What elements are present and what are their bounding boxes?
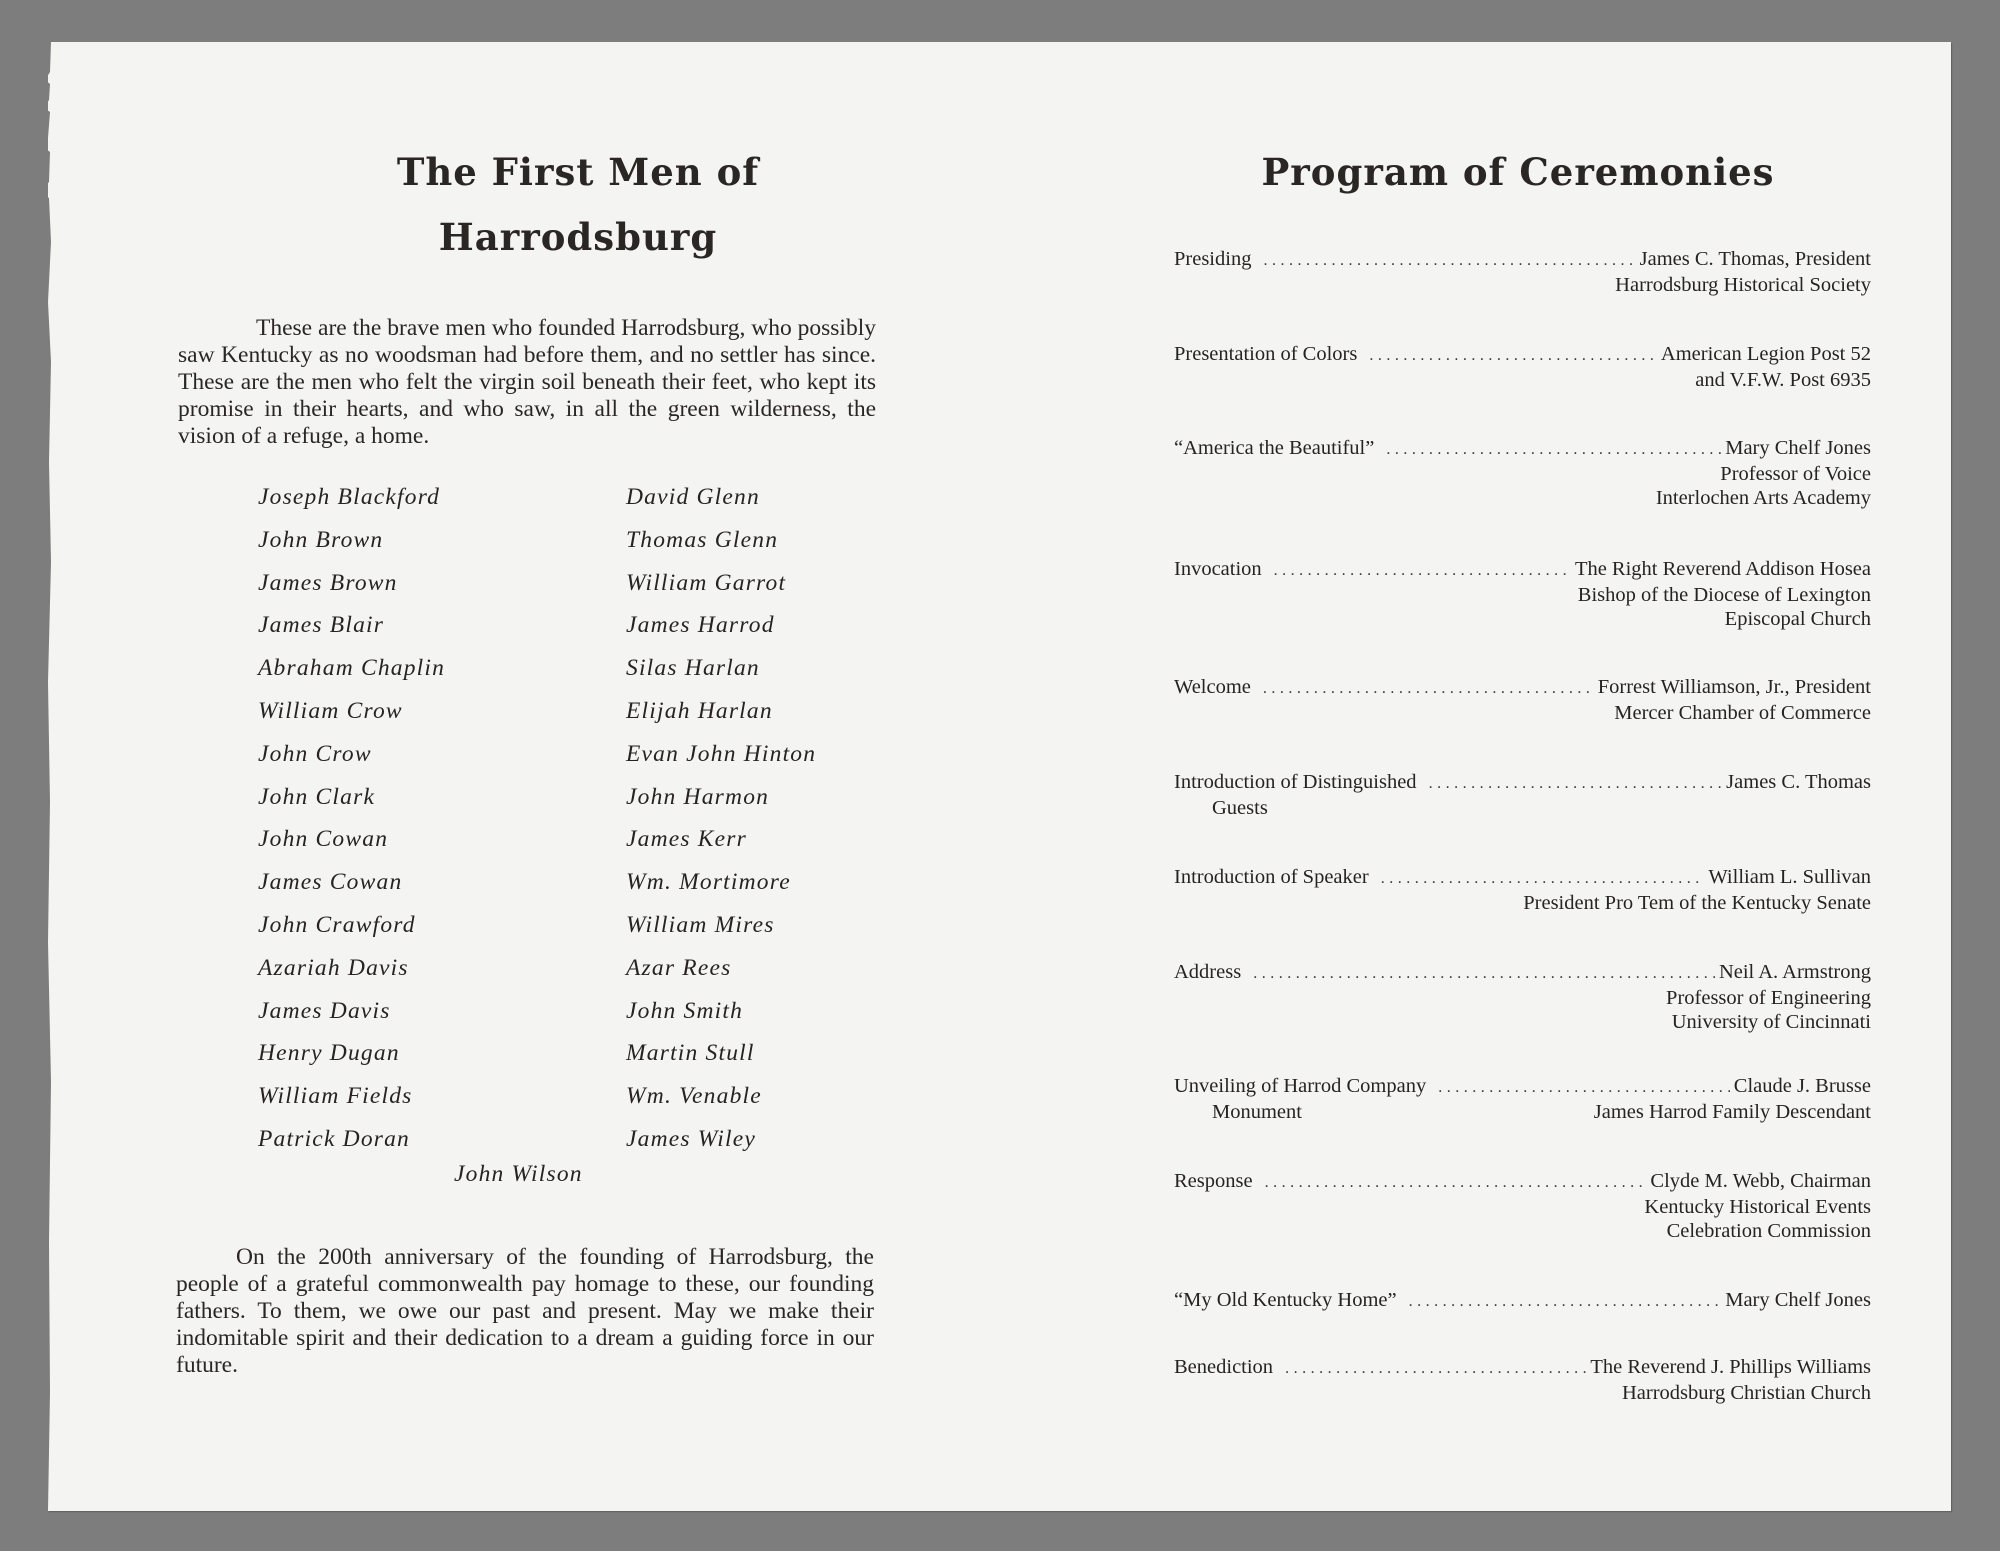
program-item-line [1174, 1169, 1871, 1195]
founder-name: Azar Rees [626, 954, 732, 981]
founder-name: Thomas Glenn [626, 526, 779, 553]
program-item-participant: James C. Thomas, President [1639, 248, 1871, 270]
founder-name: William Fields [258, 1083, 413, 1110]
program-item [1174, 1288, 1871, 1314]
program-item-detail: Bishop of the Diocese of Lexington [1577, 584, 1871, 606]
founder-name: James Cowan [258, 869, 403, 896]
right-page-title: Program of Ceremonies [1261, 150, 1775, 194]
program-item-line [1174, 865, 1871, 891]
program-item-label-continued: Monument [1212, 1101, 1302, 1123]
program-item-participant: Mary Chelf Jones [1725, 437, 1871, 459]
program-item [1174, 436, 1871, 510]
program-item-participant: The Reverend J. Phillips Williams [1590, 1356, 1871, 1378]
program-item-line [1174, 675, 1871, 701]
founder-name: John Cowan [258, 826, 389, 853]
program-item-label: Introduction of Speaker [1174, 866, 1369, 888]
program-item-line [1174, 1074, 1871, 1100]
founder-name: Evan John Hinton [626, 740, 817, 767]
program-item-detail: Mercer Chamber of Commerce [1614, 702, 1871, 724]
founder-name: James Davis [258, 997, 391, 1024]
program-item-label: Benediction [1174, 1356, 1274, 1378]
dot-leader [1253, 962, 1715, 986]
program-item-label: “My Old Kentucky Home” [1174, 1289, 1397, 1311]
founder-name: Henry Dugan [258, 1040, 400, 1067]
program-item-label-continued: Guests [1212, 797, 1268, 819]
dot-leader [1265, 1171, 1647, 1195]
program-item [1174, 865, 1871, 915]
program-item-line [1174, 247, 1871, 273]
program-item-label: Presentation of Colors [1174, 343, 1358, 365]
program-item-label: Presiding [1174, 248, 1252, 270]
program-item [1174, 675, 1871, 725]
founder-name: Elijah Harlan [626, 697, 773, 724]
program-item [1174, 960, 1871, 1034]
title-line-1: The First Men of [396, 150, 760, 194]
dot-leader [1274, 559, 1571, 583]
program-item [1174, 1355, 1871, 1405]
dot-leader [1285, 1357, 1586, 1381]
torn-edge-decoration [48, 42, 56, 1511]
program-item-participant: Neil A. Armstrong [1718, 961, 1871, 983]
program-item-line [1174, 1288, 1871, 1314]
program-item-label: Address [1174, 961, 1242, 983]
founder-name: Martin Stull [626, 1040, 755, 1067]
intro-text: These are the brave men who founded Harrodsburg, who possibly saw Kentucky as no woodsman had before them, and no settler has since. These are the men who felt the virgin soil beneath their feet, who kept its promise in their hearts, and who saw, in all the green wilderness, the vision of a refuge, a home. [178, 315, 876, 449]
dot-leader [1438, 1076, 1730, 1100]
founder-name: John Clark [258, 783, 376, 810]
program-item-label: “America the Beautiful” [1174, 437, 1375, 459]
founder-name: James Wiley [626, 1125, 757, 1152]
founder-name: Wm. Mortimore [626, 869, 791, 896]
founder-name: William Crow [258, 697, 403, 724]
program-item-participant: Claude J. Brusse [1733, 1075, 1871, 1097]
founder-name: John Smith [626, 997, 744, 1024]
program-item-line [1174, 436, 1871, 462]
program-item-line [1174, 770, 1871, 796]
program-sheet [48, 42, 1951, 1511]
founder-name: Wm. Venable [626, 1083, 762, 1110]
founder-name: John Brown [258, 526, 384, 553]
program-item-participant: Clyde M. Webb, Chairman [1650, 1170, 1871, 1192]
founder-name: James Brown [258, 569, 398, 596]
program-item-detail: President Pro Tem of the Kentucky Senate [1523, 892, 1871, 914]
program-item-detail: Celebration Commission [1666, 1220, 1871, 1242]
intro-paragraph [178, 315, 876, 450]
dot-leader [1409, 1290, 1722, 1314]
program-item-detail: Kentucky Historical Events [1644, 1196, 1871, 1218]
title-line-2: Harrodsburg [438, 215, 718, 259]
dot-leader [1381, 867, 1705, 891]
founder-name: James Harrod [626, 612, 775, 639]
program-item-participant: Forrest Williamson, Jr., President [1597, 676, 1871, 698]
program-item-label: Welcome [1174, 676, 1251, 698]
founder-name: John Crow [258, 740, 372, 767]
dot-leader [1429, 772, 1723, 796]
program-item [1174, 557, 1871, 631]
program-item-label: Introduction of Distinguished [1174, 771, 1417, 793]
program-item-detail: Interlochen Arts Academy [1655, 487, 1871, 509]
program-item-label: Unveiling of Harrod Company [1174, 1075, 1427, 1097]
program-item-participant: American Legion Post 52 [1660, 343, 1871, 365]
dot-leader [1386, 438, 1721, 462]
founder-name-centered: John Wilson [454, 1161, 583, 1187]
program-item-participant: William L. Sullivan [1708, 866, 1871, 888]
founder-name: John Harmon [626, 783, 770, 810]
founder-name: James Kerr [626, 826, 747, 853]
program-item-detail: Professor of Engineering [1666, 987, 1871, 1009]
founder-name: Silas Harlan [626, 655, 760, 682]
program-item-detail: Episcopal Church [1724, 608, 1871, 630]
program-item-continuation [1174, 796, 1871, 820]
program-item-detail: James Harrod Family Descendant [1593, 1101, 1871, 1123]
founder-name: Abraham Chaplin [258, 655, 446, 682]
founder-name: James Blair [258, 612, 385, 639]
closing-paragraph [176, 1244, 874, 1379]
program-item-line [1174, 342, 1871, 368]
founder-name: Azariah Davis [258, 954, 409, 981]
program-item-detail: and V.F.W. Post 6935 [1695, 369, 1871, 391]
program-item-participant: The Right Reverend Addison Hosea [1574, 558, 1871, 580]
program-item-label: Invocation [1174, 558, 1262, 580]
program-item-detail: Harrodsburg Historical Society [1615, 274, 1871, 296]
program-item-participant: Mary Chelf Jones [1725, 1289, 1871, 1311]
dot-leader [1263, 249, 1635, 273]
founder-name: Patrick Doran [258, 1125, 411, 1152]
program-item [1174, 1169, 1871, 1243]
program-item-detail: Harrodsburg Christian Church [1621, 1382, 1871, 1404]
program-item-detail: Professor of Voice [1720, 463, 1871, 485]
left-page-title [298, 150, 858, 259]
founder-name: William Mires [626, 911, 775, 938]
program-item [1174, 342, 1871, 392]
program-item-label: Response [1174, 1170, 1253, 1192]
program-item-line [1174, 557, 1871, 583]
program-item-line [1174, 1355, 1871, 1381]
founder-name: John Crawford [258, 911, 416, 938]
closing-text: On the 200th anniversary of the founding of Harrodsburg, the people of a grateful commonwealth pay homage to these, our founding fathers. To them, we owe our past and present. May we make their indomitable spirit and their dedication to a dream a guiding force in our future. [176, 1244, 874, 1378]
program-item [1174, 247, 1871, 297]
program-item-continuation [1174, 1100, 1871, 1124]
program-item [1174, 770, 1871, 820]
dot-leader [1263, 677, 1594, 701]
founder-name: David Glenn [626, 484, 760, 510]
program-item [1174, 1074, 1871, 1124]
dot-leader [1369, 344, 1657, 368]
founders-list-right [626, 484, 816, 1169]
program-item-detail: University of Cincinnati [1671, 1011, 1871, 1033]
founders-list-left [258, 484, 445, 1169]
program-item-line [1174, 960, 1871, 986]
program-item-participant: James C. Thomas [1726, 771, 1871, 793]
founder-name: Joseph Blackford [258, 484, 441, 510]
founder-name: William Garrot [626, 569, 787, 596]
